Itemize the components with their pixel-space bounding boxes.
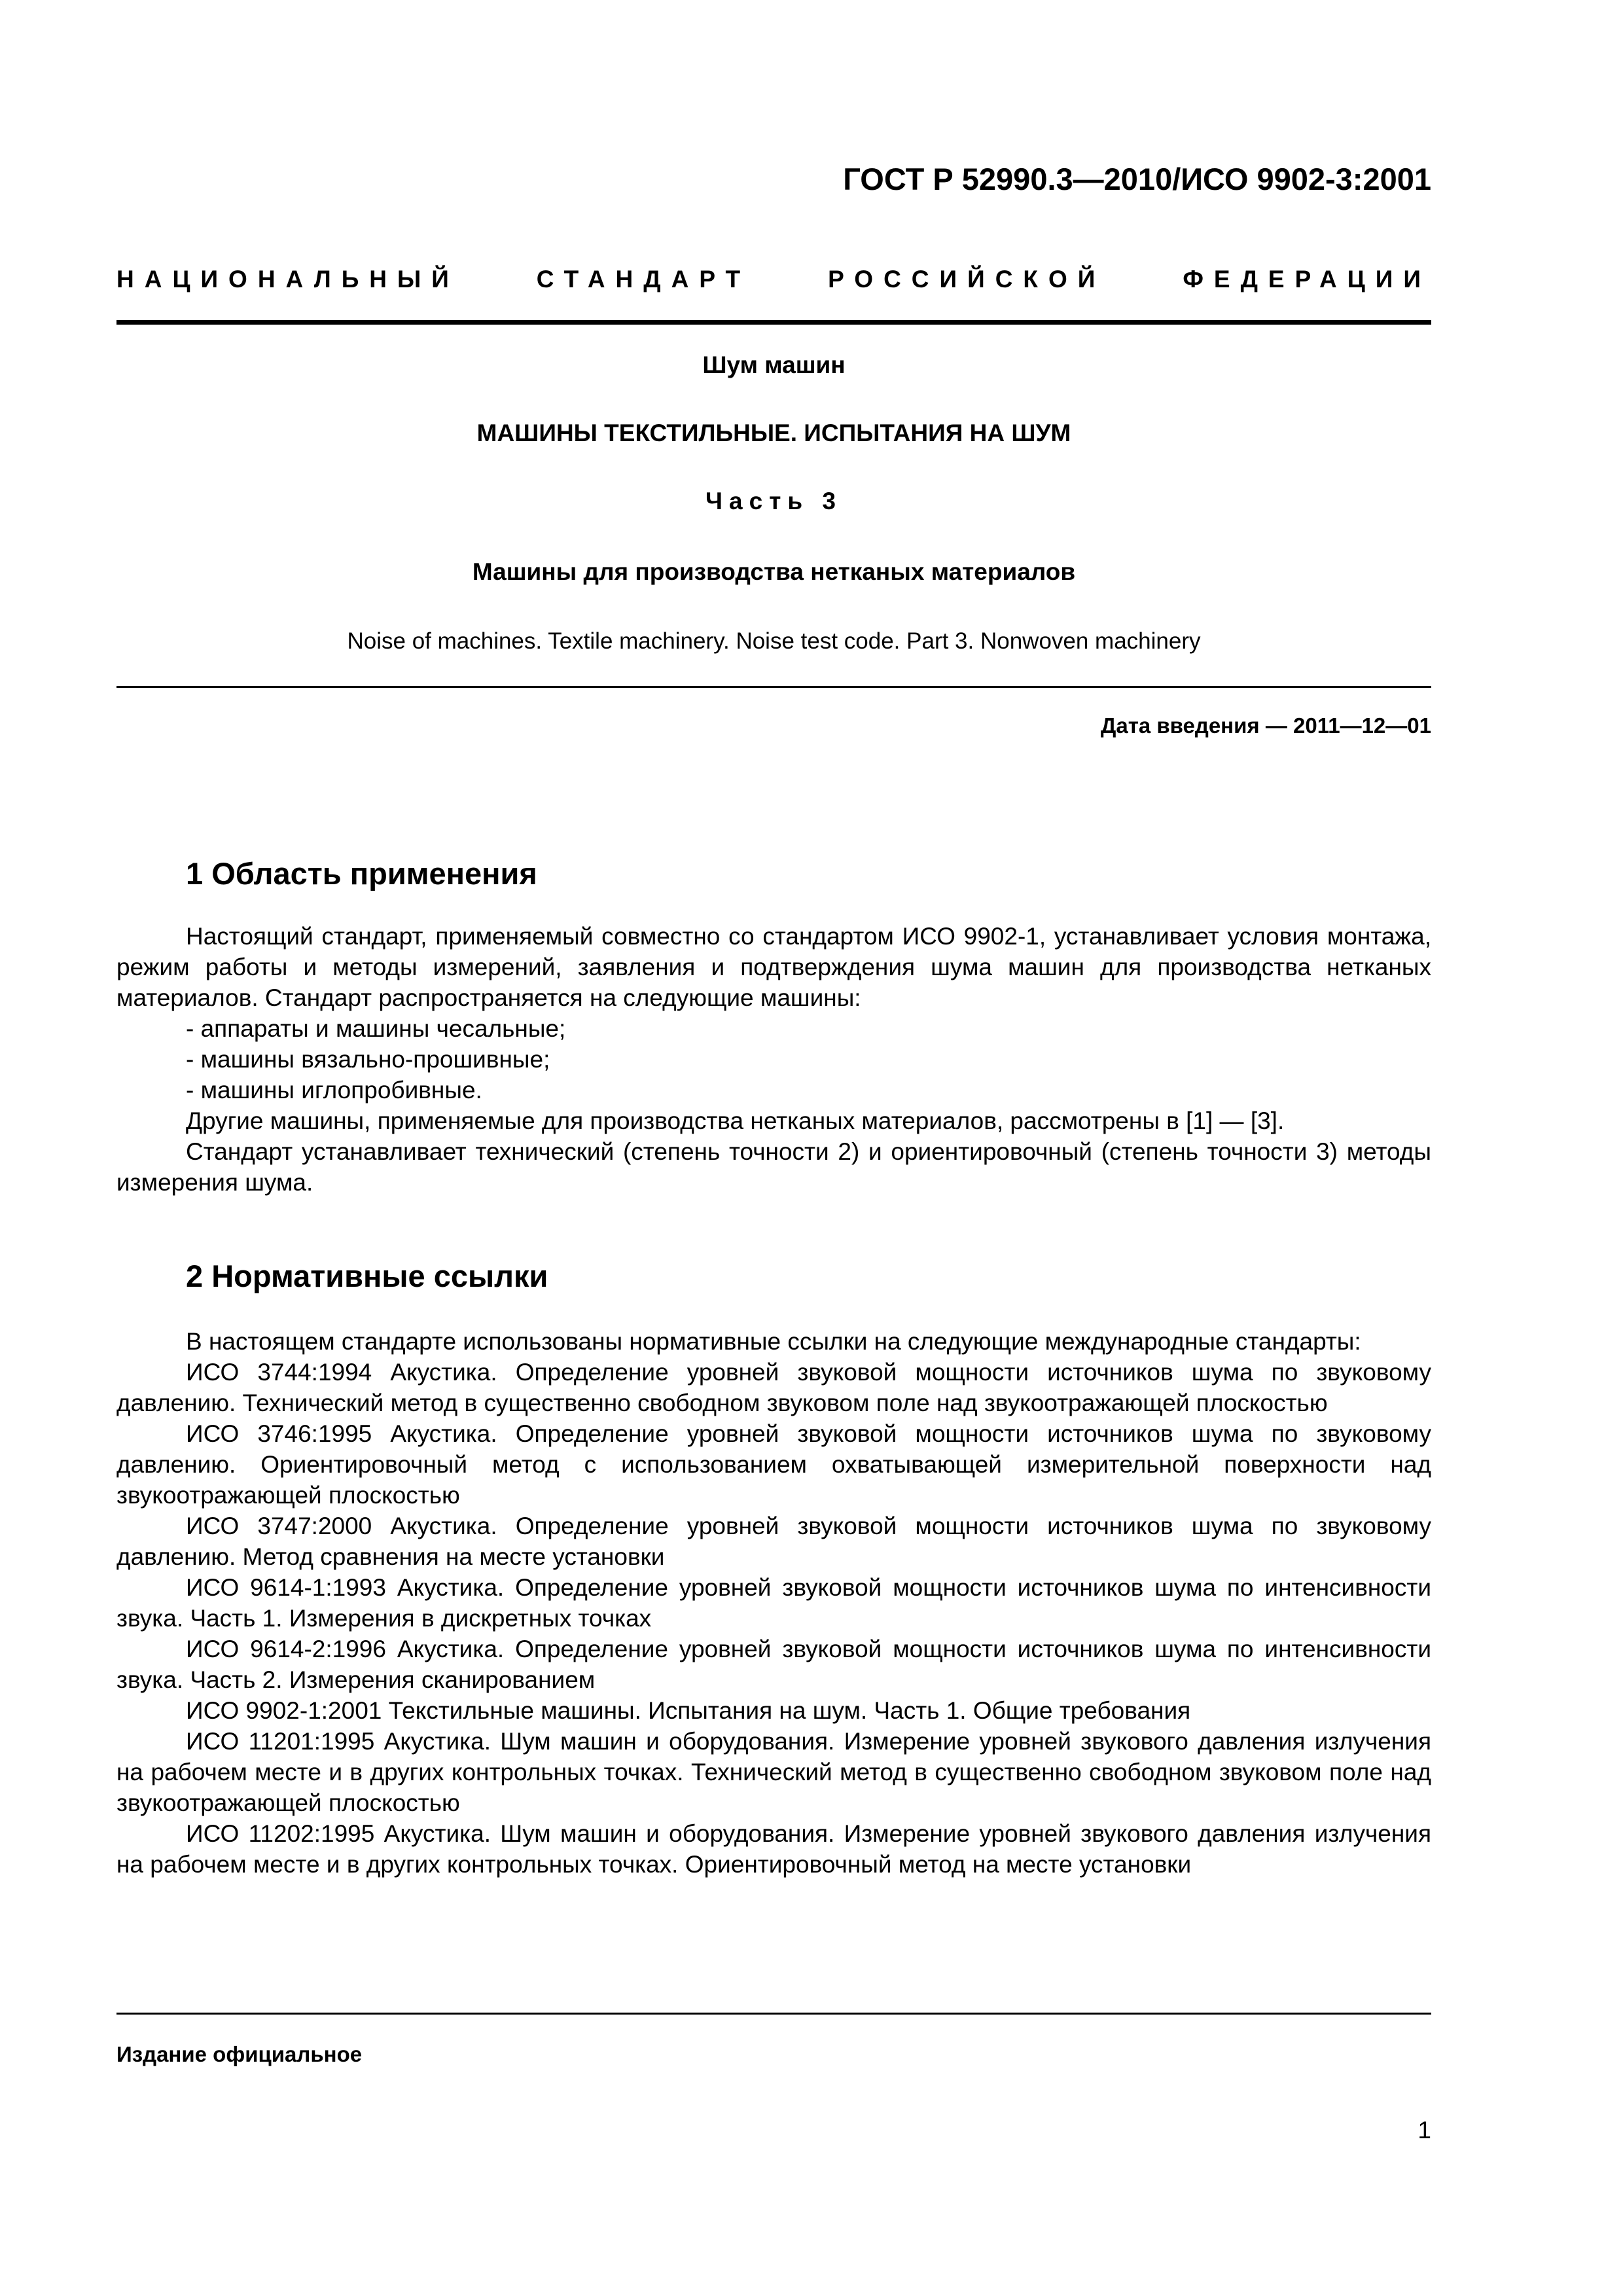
footer-divider [116, 2013, 1431, 2015]
reference-item: ИСО 3746:1995 Акустика. Определение уровней звуковой мощности источников шума по звуковому давлению. Ориентировочный метод с использованием охватывающей измерительной поверхности над звукоотражающей плоскостью [116, 1420, 1431, 1509]
official-edition-label: Издание официальное [116, 2042, 363, 2066]
banner-word: ФЕДЕРАЦИИ [1183, 266, 1431, 293]
paragraph: В настоящем стандарте использованы нормативные ссылки на следующие международные стандарты: [186, 1328, 1361, 1355]
reference-item: ИСО 3747:2000 Акустика. Определение уровней звуковой мощности источников шума по звуковому давлению. Метод сравнения на месте установки [116, 1513, 1431, 1570]
reference-item: ИСО 3744:1994 Акустика. Определение уровней звуковой мощности источников шума по звуковому давлению. Технический метод в существенно свободном звуковом поле над звукоотражающей плоскостью [116, 1359, 1431, 1416]
reference-item: ИСО 11202:1995 Акустика. Шум машин и оборудования. Измерение уровней звукового давления излучения на рабочем месте и в других контрольных точках. Ориентировочный метод на месте установки [116, 1820, 1431, 1878]
banner-word: НАЦИОНАЛЬНЫЙ [116, 266, 459, 293]
document-code: ГОСТ Р 52990.3—2010/ИСО 9902-3:2001 [843, 162, 1431, 196]
reference-item: ИСО 11201:1995 Акустика. Шум машин и оборудования. Измерение уровней звукового давления излучения на рабочем месте и в других контрольных точках. Технический метод в существенно свободном звуковом поле над звукоотражающей плоскостью [116, 1728, 1431, 1816]
introduction-date: Дата введения — 2011—12—01 [1100, 713, 1431, 738]
section-1-body [116, 921, 1431, 1198]
list-item: - машины вязально-прошивные; [186, 1046, 550, 1073]
title-divider [116, 686, 1431, 688]
reference-item: ИСО 9902-1:2001 Текстильные машины. Испытания на шум. Часть 1. Общие требования [186, 1697, 1191, 1724]
section-heading: 1 Область применения [186, 856, 537, 891]
english-title: Noise of machines. Textile machinery. Noise test code. Part 3. Nonwoven machinery [347, 628, 1201, 654]
section-heading: 2 Нормативные ссылки [186, 1259, 548, 1293]
subtitle: Машины для производства нетканых материалов [472, 558, 1076, 585]
series-title: Шум машин [702, 351, 846, 378]
part-label: Часть 3 [705, 488, 842, 514]
paragraph: Настоящий стандарт, применяемый совместно со стандартом ИСО 9902-1, устанавливает условия монтажа, режим работы и методы измерений, заявления и подтверждения шума машин для производства нетканых материалов. Стандарт распространяется на следующие машины: [116, 923, 1431, 1011]
paragraph: Другие машины, применяемые для производства нетканых материалов, рассмотрены в [1] — [3]. [186, 1107, 1285, 1134]
national-standard-banner [116, 266, 1431, 293]
main-title: МАШИНЫ ТЕКСТИЛЬНЫЕ. ИСПЫТАНИЯ НА ШУМ [476, 420, 1071, 446]
page-number: 1 [1418, 2117, 1431, 2144]
reference-item: ИСО 9614-1:1993 Акустика. Определение уровней звуковой мощности источников шума по интенсивности звука. Часть 1. Измерения в дискретных точках [116, 1574, 1431, 1632]
banner-word: СТАНДАРТ [536, 266, 751, 293]
paragraph: Стандарт устанавливает технический (степень точности 2) и ориентировочный (степень точности 3) методы измерения шума. [116, 1138, 1431, 1196]
reference-item: ИСО 9614-2:1996 Акустика. Определение уровней звуковой мощности источников шума по интенсивности звука. Часть 2. Измерения сканированием [116, 1636, 1431, 1693]
banner-word: РОССИЙСКОЙ [828, 266, 1106, 293]
list-item: - машины иглопробивные. [186, 1077, 482, 1103]
list-item: - аппараты и машины чесальные; [186, 1015, 566, 1042]
header-divider [116, 320, 1431, 325]
section-2-body [116, 1326, 1431, 1880]
